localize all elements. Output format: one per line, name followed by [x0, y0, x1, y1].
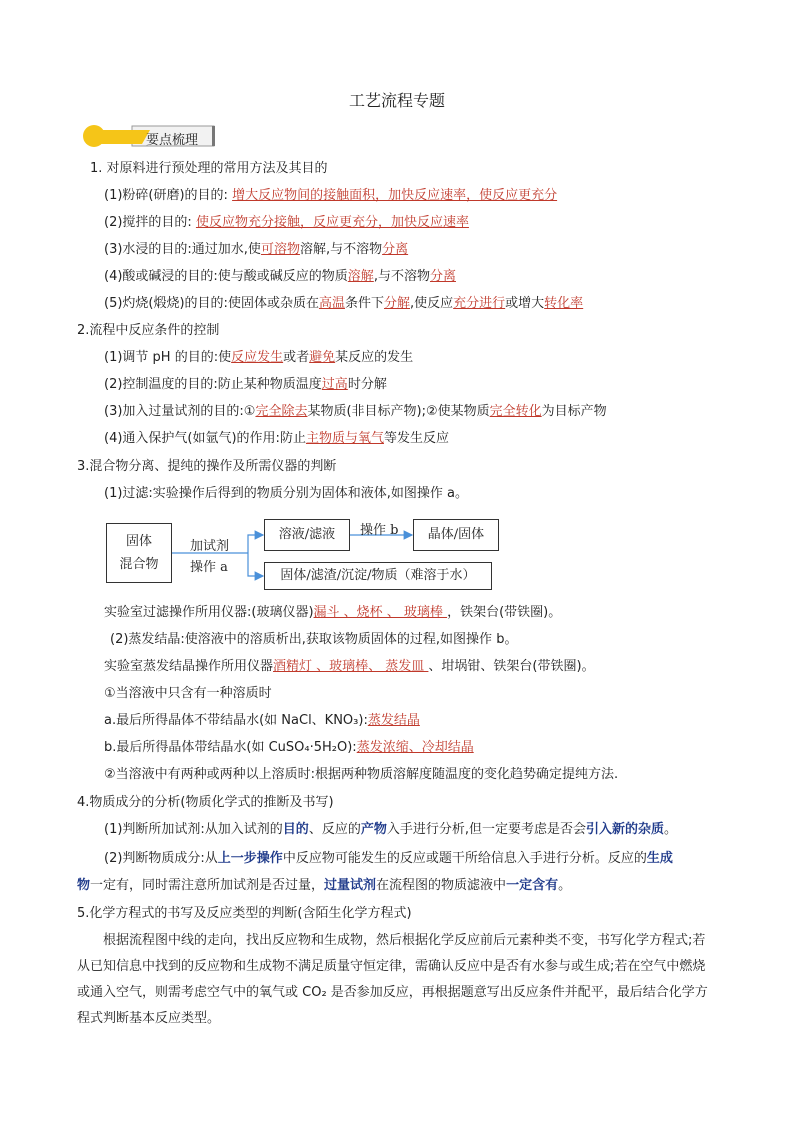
s3-line-6: a.最后所得晶体不带结晶水(如 NaCl、KNO₃):蒸发结晶 — [104, 713, 420, 728]
s3-line-1: (1)过滤:实验操作后得到的物质分别为固体和液体,如图操作 a。 — [104, 486, 469, 501]
s3-line-4: 实验室蒸发结晶操作所用仪器酒精灯 、玻璃棒、 蒸发皿 、坩埚钳、铁架台(带铁圈)。 — [104, 659, 595, 674]
s1-line-2: (2)搅拌的目的: 使反应物充分接触，反应更充分，加快反应速率 — [104, 215, 469, 230]
flow-label-op-a: 操作 a — [190, 560, 228, 575]
s3-line-2: 实验室过滤操作所用仪器:(玻璃仪器)漏斗 、烧杯 、 玻璃棒 ，铁架台(带铁圈)。 — [104, 605, 562, 620]
flow-box-solution: 溶液/滤液 — [264, 519, 350, 551]
flow-box-crystal: 晶体/固体 — [413, 519, 499, 551]
flow-label-op-b: 操作 b — [360, 523, 399, 538]
s1-line-4: (4)酸或碱浸的目的:使与酸或碱反应的物质溶解,与不溶物分离 — [104, 269, 456, 284]
s4-line-1: (1)判断所加试剂:从加入试剂的目的、反应的产物入手进行分析,但一定要考虑是否会引入新的杂质。 — [104, 822, 678, 837]
flow-label-reagent: 加试剂 — [190, 539, 230, 554]
s2-heading: 2.流程中反应条件的控制 — [77, 323, 220, 338]
s3-line-7: b.最后所得晶体带结晶水(如 CuSO₄·5H₂O):蒸发浓缩、冷却结晶 — [104, 740, 474, 755]
page-title: 工艺流程专题 — [348, 91, 445, 110]
s3-line-3: (2)蒸发结晶:使溶液中的溶质析出,获取该物质固体的过程,如图操作 b。 — [110, 632, 518, 647]
s4-heading: 4.物质成分的分析(物质化学式的推断及书写) — [77, 795, 334, 810]
s3-heading: 3.混合物分离、提纯的操作及所需仪器的判断 — [77, 459, 337, 474]
section-banner-label: 要点梳理 — [146, 133, 199, 148]
s2-line-1: (1)调节 pH 的目的:使反应发生或者避免某反应的发生 — [104, 350, 414, 365]
s2-line-4: (4)通入保护气(如氩气)的作用:防止主物质与氧气等发生反应 — [104, 431, 449, 446]
flow-box-solid: 固体/滤渣/沉淀/物质（难溶于水） — [264, 562, 492, 590]
flow-box-mixture: 固体 混合物 — [106, 523, 172, 583]
s4-line-3: 物一定有，同时需注意所加试剂是否过量，过量试剂在流程图的物质滤液中一定含有。 — [77, 878, 572, 893]
s1-line-3: (3)水浸的目的:通过加水,使可溶物溶解,与不溶物分离 — [104, 242, 409, 257]
s2-line-2: (2)控制温度的目的:防止某种物质温度过高时分解 — [104, 377, 387, 392]
s4-line-2: (2)判断物质成分:从上一步操作中反应物可能发生的反应或题干所给信息入手进行分析。反应的生成 — [104, 851, 673, 866]
s5-heading: 5.化学方程式的书写及反应类型的判断(含陌生化学方程式) — [77, 906, 412, 921]
s1-heading: 1. 对原料进行预处理的常用方法及其目的 — [90, 161, 328, 176]
s2-line-3: (3)加入过量试剂的目的:①完全除去某物质(非目标产物);②使某物质完全转化为目标产物 — [104, 404, 607, 419]
s5-paragraph: 根据流程图中线的走向，找出反应物和生成物，然后根据化学反应前后元素种类不变，书写化学方程式;若从已知信息中找到的反应物和生成物不满足质量守恒定律，需确认反应中是否有水参与或生成;若在空气中燃烧或通入空气，则需考虑空气中的氧气或 CO₂ 是否参加反应，再根据题意写出反应条件并配平，最后结合化学方程式判断基本反应类型。 — [77, 933, 708, 1026]
s3-line-8: ②当溶液中有两种或两种以上溶质时:根据两种物质溶解度随温度的变化趋势确定提纯方法. — [104, 767, 619, 782]
s1-line-1: (1)粉碎(研磨)的目的: 增大反应物间的接触面积，加快反应速率，使反应更充分 — [104, 188, 558, 203]
s3-line-5: ①当溶液中只含有一种溶质时 — [104, 686, 272, 701]
s1-line-5: (5)灼烧(煅烧)的目的:使固体或杂质在高温条件下分解,使反应充分进行或增大转化率 — [104, 296, 584, 311]
